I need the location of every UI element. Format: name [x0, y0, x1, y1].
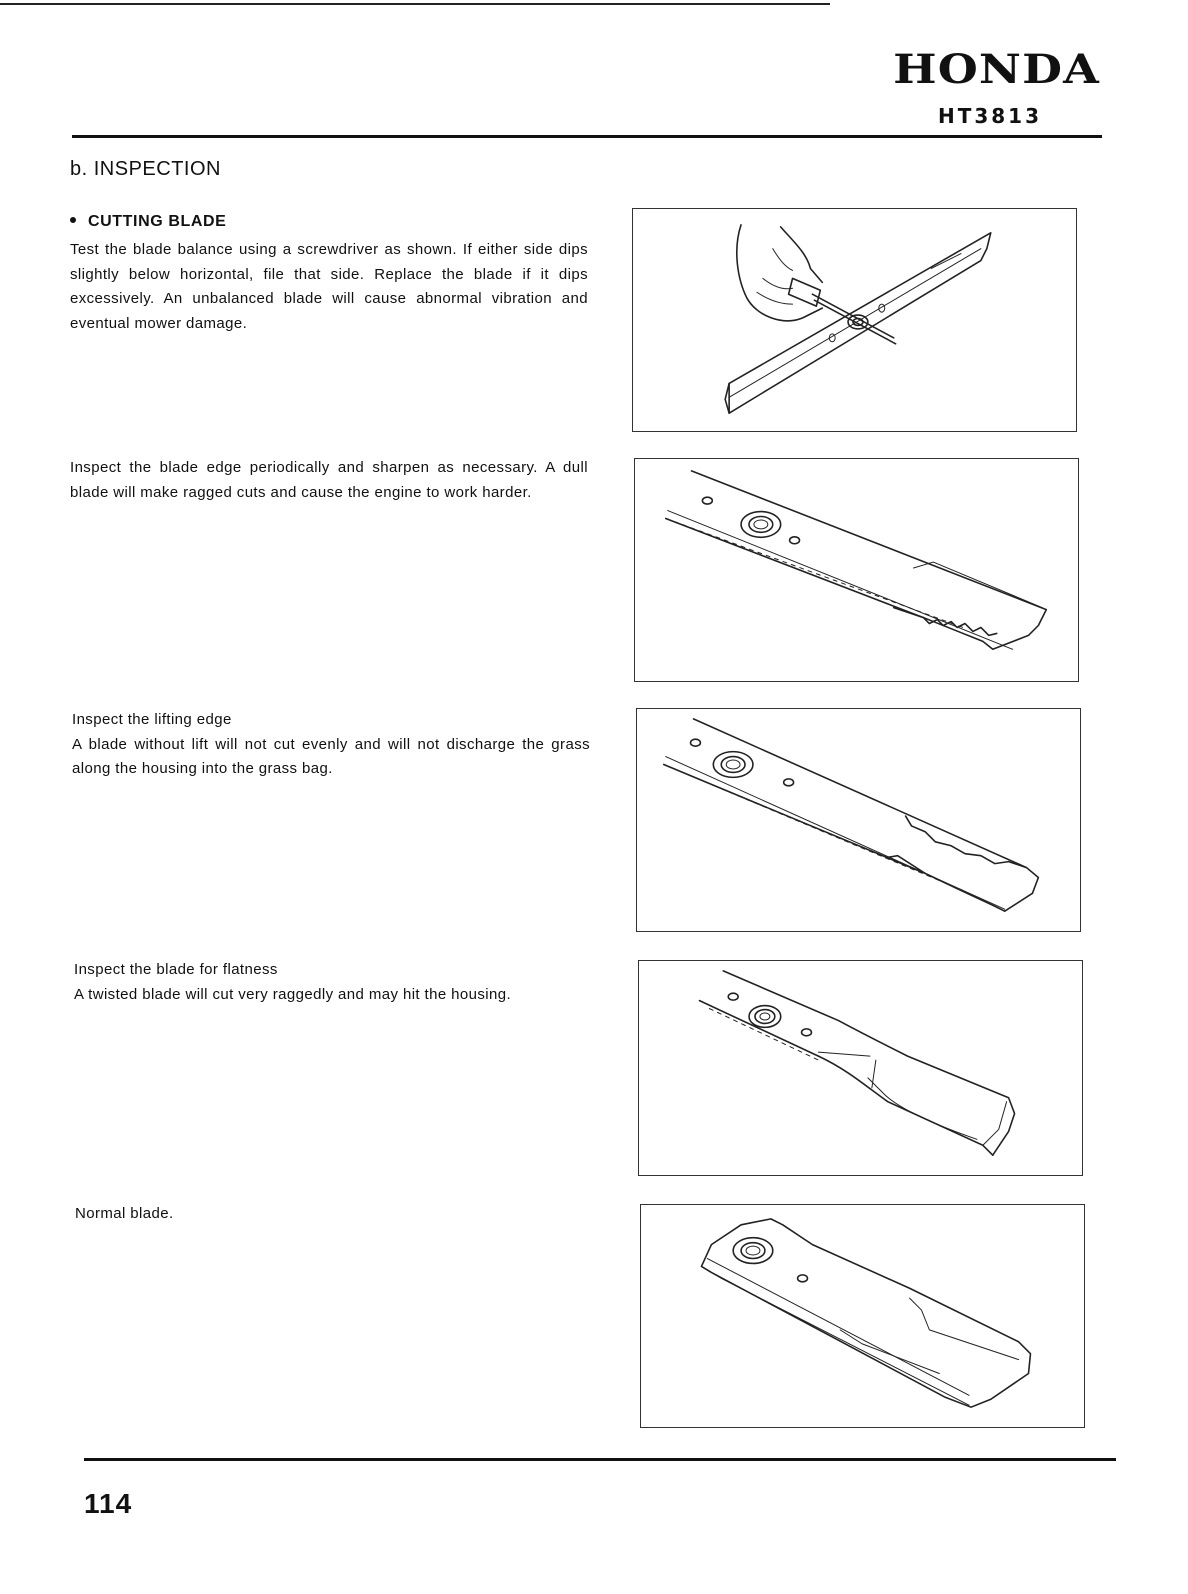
text-block-edge: [70, 456, 588, 505]
subheading: [70, 213, 226, 231]
paragraph: Test the blade balance using a screwdriver as shown. If either side dips slightly below horizontal, file that side. Replace the blade if it dips excessively. An unbalanced blade will cause abnormal vibration and eventual mower damage.: [70, 241, 588, 332]
paragraph-heading: Inspect the lifting edge: [72, 711, 232, 728]
section-title: b. INSPECTION: [70, 158, 221, 180]
paragraph-heading: Inspect the blade for flatness: [74, 961, 278, 978]
model-number: HT3813: [937, 104, 1043, 128]
twisted-blade-icon: [639, 961, 1082, 1175]
top-rule: [0, 3, 830, 5]
normal-blade-icon: [641, 1205, 1084, 1427]
dull-blade-edge-icon: [635, 459, 1078, 681]
paragraph: A blade without lift will not cut evenly and will not discharge the grass along the housing into the grass bag.: [72, 735, 590, 777]
text-block-lifting: [72, 708, 590, 782]
paragraph: A twisted blade will cut very raggedly and may hit the housing.: [74, 985, 512, 1003]
figure-blade-balance: [632, 208, 1077, 432]
brand-logo: HONDA: [893, 46, 1100, 93]
worn-lifting-edge-icon: [637, 709, 1080, 931]
header-rule: [72, 135, 1102, 138]
text-block-normal: [75, 1202, 593, 1227]
paragraph: Normal blade.: [75, 1205, 174, 1222]
blade-balance-screwdriver-icon: [633, 209, 1076, 431]
figure-dull-edge: [634, 458, 1079, 682]
footer-rule: [84, 1458, 1116, 1461]
figure-normal-blade: [640, 1204, 1085, 1428]
figure-lifting-edge: [636, 708, 1081, 932]
bullet-icon: [70, 217, 76, 223]
text-block-flatness: [74, 958, 592, 1007]
figure-twisted-blade: [638, 960, 1083, 1176]
paragraph: Inspect the blade edge periodically and sharpen as necessary. A dull blade will make ragged cuts and cause the engine to work harder.: [70, 459, 588, 501]
subheading-label: CUTTING BLADE: [88, 213, 227, 230]
page-number: 114: [84, 1488, 133, 1519]
text-block-balance: [70, 238, 588, 336]
